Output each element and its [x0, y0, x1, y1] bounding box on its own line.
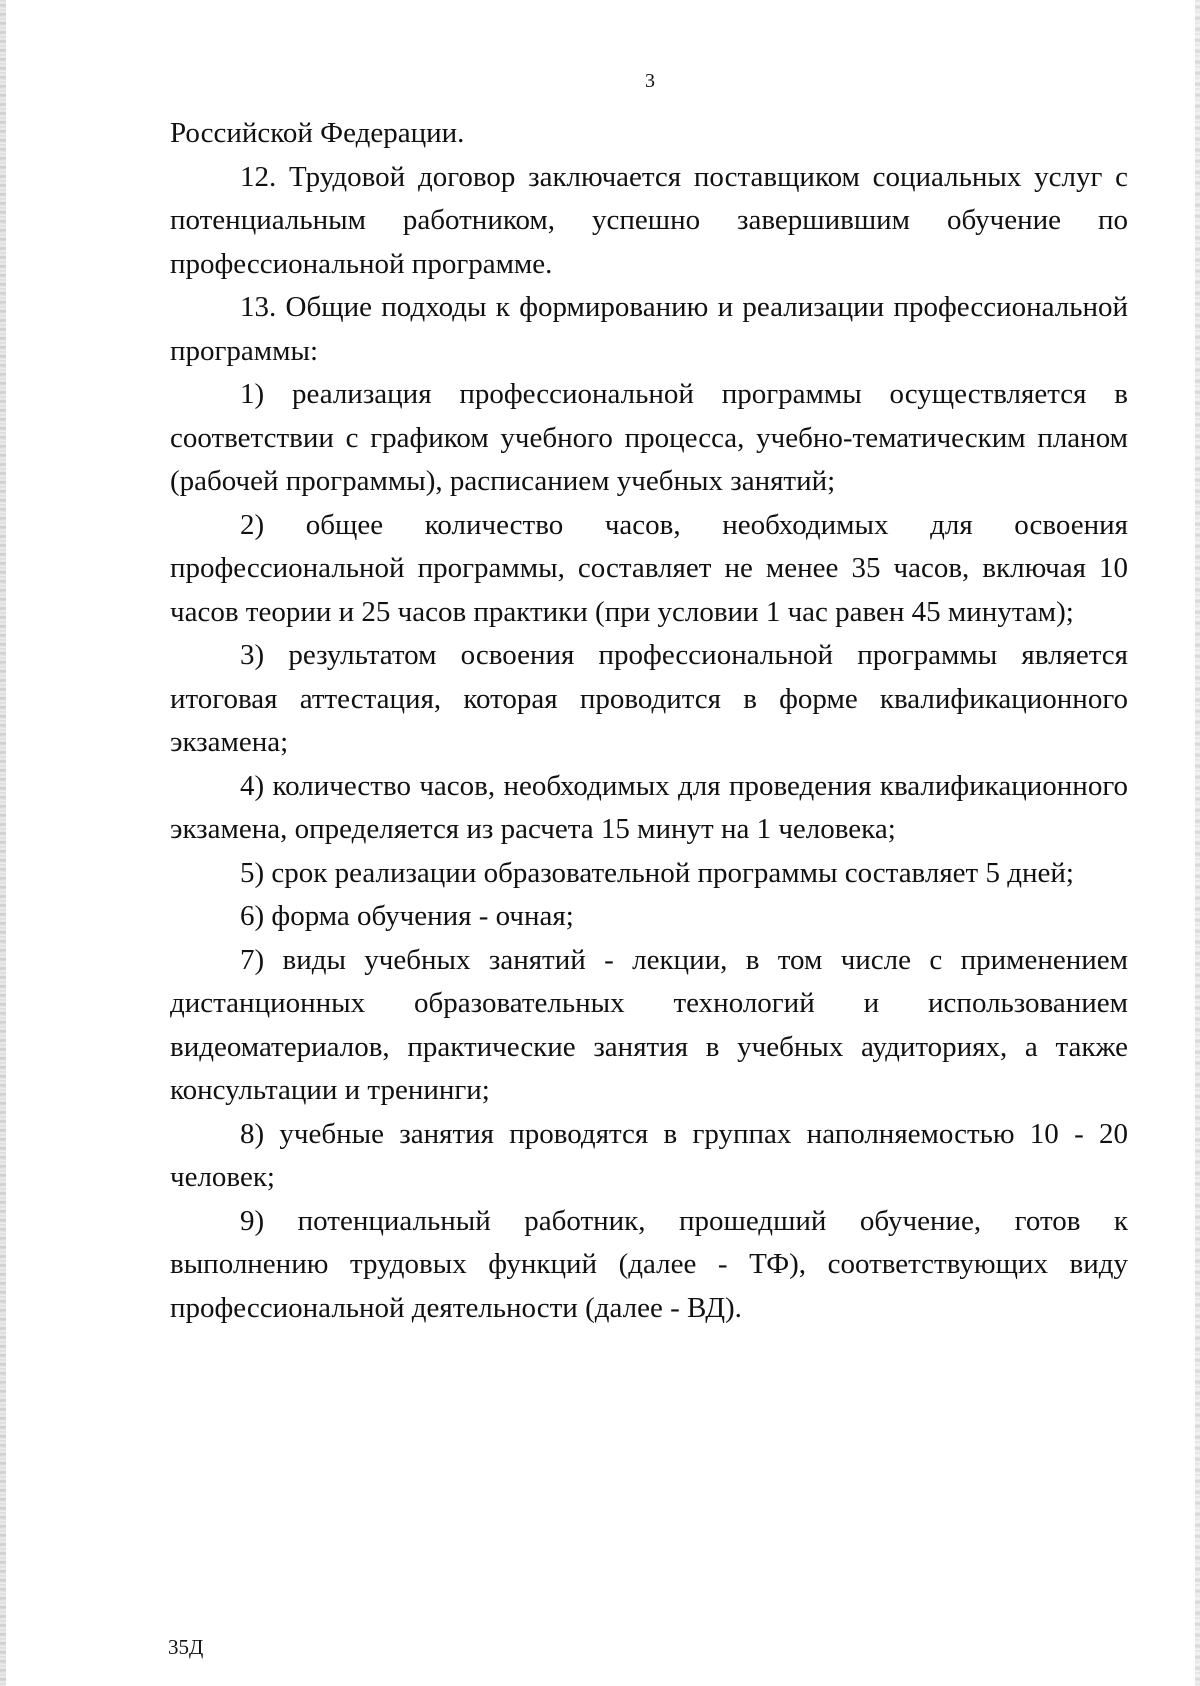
paragraph-item-13: 13. Общие подходы к формированию и реализации профессиональной программы: [170, 291, 1128, 367]
scan-edge-right [1195, 0, 1200, 1686]
paragraph-continuation: Российской Федерации. [170, 117, 465, 149]
list-item-9: 9) потенциальный работник, прошедший обучение, готов к выполнению трудовых функций (далее - ТФ), соответствующих виду профессиональной деятельности (далее - ВД). [170, 1204, 1128, 1324]
footer-document-code: 35Д [168, 1635, 204, 1659]
list-item-7: 7) виды учебных занятий - лекции, в том числе с применением дистанционных образовательных технологий и использованием видеоматериалов, практические занятия в учебных аудиториях, а также консультации и тренинги; [170, 943, 1128, 1106]
list-item-3: 3) результатом освоения профессиональной программы является итоговая аттестация, которая проводится в форме квалификационного экзамена; [170, 639, 1128, 758]
scan-edge-left [0, 0, 6, 1686]
document-body [170, 112, 1128, 1330]
list-item-6: 6) форма обучения - очная; [240, 900, 574, 932]
list-item-4: 4) количество часов, необходимых для проведения квалификационного экзамена, определяется из расчета 15 минут на 1 человека; [170, 769, 1128, 845]
list-item-8: 8) учебные занятия проводятся в группах наполняемостью 10 - 20 человек; [170, 1117, 1128, 1193]
list-item-1: 1) реализация профессиональной программы осуществляется в соответствии с графиком учебного процесса, учебно-тематическим планом (рабочей программы), расписанием учебных занятий; [170, 378, 1128, 497]
page-number: 3 [645, 70, 655, 92]
list-item-2: 2) общее количество часов, необходимых для освоения профессиональной программы, составляет не менее 35 часов, включая 10 часов теории и 25 часов практики (при условии 1 час равен 45 минутам); [170, 508, 1128, 628]
list-item-5: 5) срок реализации образовательной программы составляет 5 дней; [240, 856, 1074, 889]
paragraph-item-12: 12. Трудовой договор заключается поставщиком социальных услуг с потенциальным работником, успешно завершившим обучение по профессиональной программе. [170, 160, 1128, 280]
